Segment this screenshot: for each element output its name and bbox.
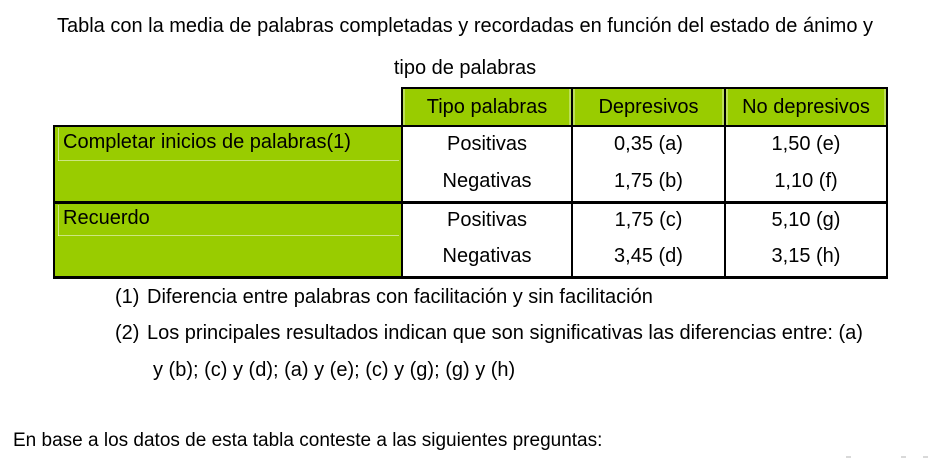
header-cell-tipo-palabras: Tipo palabras	[426, 95, 548, 118]
scan-artifact	[923, 456, 928, 458]
footnote-2-text-line-1: Los principales resultados indican que son significativas las diferencias entre: (a)	[147, 322, 863, 344]
scan-artifact	[901, 456, 906, 458]
row-header-completar: Completar inicios de palabras(1)	[63, 131, 351, 153]
cell-s1r1-depresivos: 0,35 (a)	[614, 132, 683, 155]
inner-cell-highlight	[58, 128, 59, 161]
footnote-2-text-line-2: y (b); (c) y (d); (a) y (e); (c) y (g); (g) y (h)	[153, 359, 516, 381]
cell-s2r2-no-depresivos: 3,15 (h)	[771, 245, 841, 267]
footnote-2-marker: (2)	[115, 322, 140, 344]
document-title-line-1: Tabla con la media de palabras completadas y recordadas en función del estado de ánimo y	[56, 15, 874, 37]
cell-s2r1-tipo: Positivas	[446, 209, 528, 231]
cell-s1r2-no-depresivos: 1,10 (f)	[774, 169, 838, 192]
footnote-1-marker: (1)	[115, 286, 140, 308]
header-cell-depresivos: Depresivos	[598, 95, 699, 118]
footnote-1	[115, 286, 653, 309]
table-border-bottom	[53, 276, 888, 279]
footnote-2-continuation	[153, 359, 515, 382]
question-prompt: En base a los datos de esta tabla conteste a las siguientes preguntas:	[13, 430, 603, 451]
inner-cell-highlight	[58, 205, 59, 236]
cell-s2r2-depresivos: 3,45 (d)	[614, 245, 683, 267]
inner-cell-highlight	[58, 160, 399, 161]
table-border-right	[886, 87, 888, 279]
cell-s1r1-no-depresivos: 1,50 (e)	[771, 132, 841, 155]
inner-cell-highlight	[58, 235, 399, 236]
cell-s2r1-depresivos: 1,75 (c)	[614, 209, 683, 231]
table-border-left	[53, 125, 55, 279]
scan-artifact	[846, 456, 851, 458]
footnote-1-text: Diferencia entre palabras con facilitación y sin facilitación	[147, 286, 653, 308]
document-title-line-2: tipo de palabras	[393, 57, 537, 79]
cell-s1r1-tipo: Positivas	[446, 132, 528, 155]
header-cell-no-depresivos: No depresivos	[742, 95, 870, 118]
footnote-2	[115, 322, 863, 345]
cell-s1r2-depresivos: 1,75 (b)	[614, 169, 683, 192]
cell-s1r2-tipo: Negativas	[442, 169, 532, 192]
cell-s2r1-no-depresivos: 5,10 (g)	[771, 209, 841, 231]
row-header-recuerdo: Recuerdo	[63, 207, 150, 229]
cell-s2r2-tipo: Negativas	[442, 245, 532, 267]
